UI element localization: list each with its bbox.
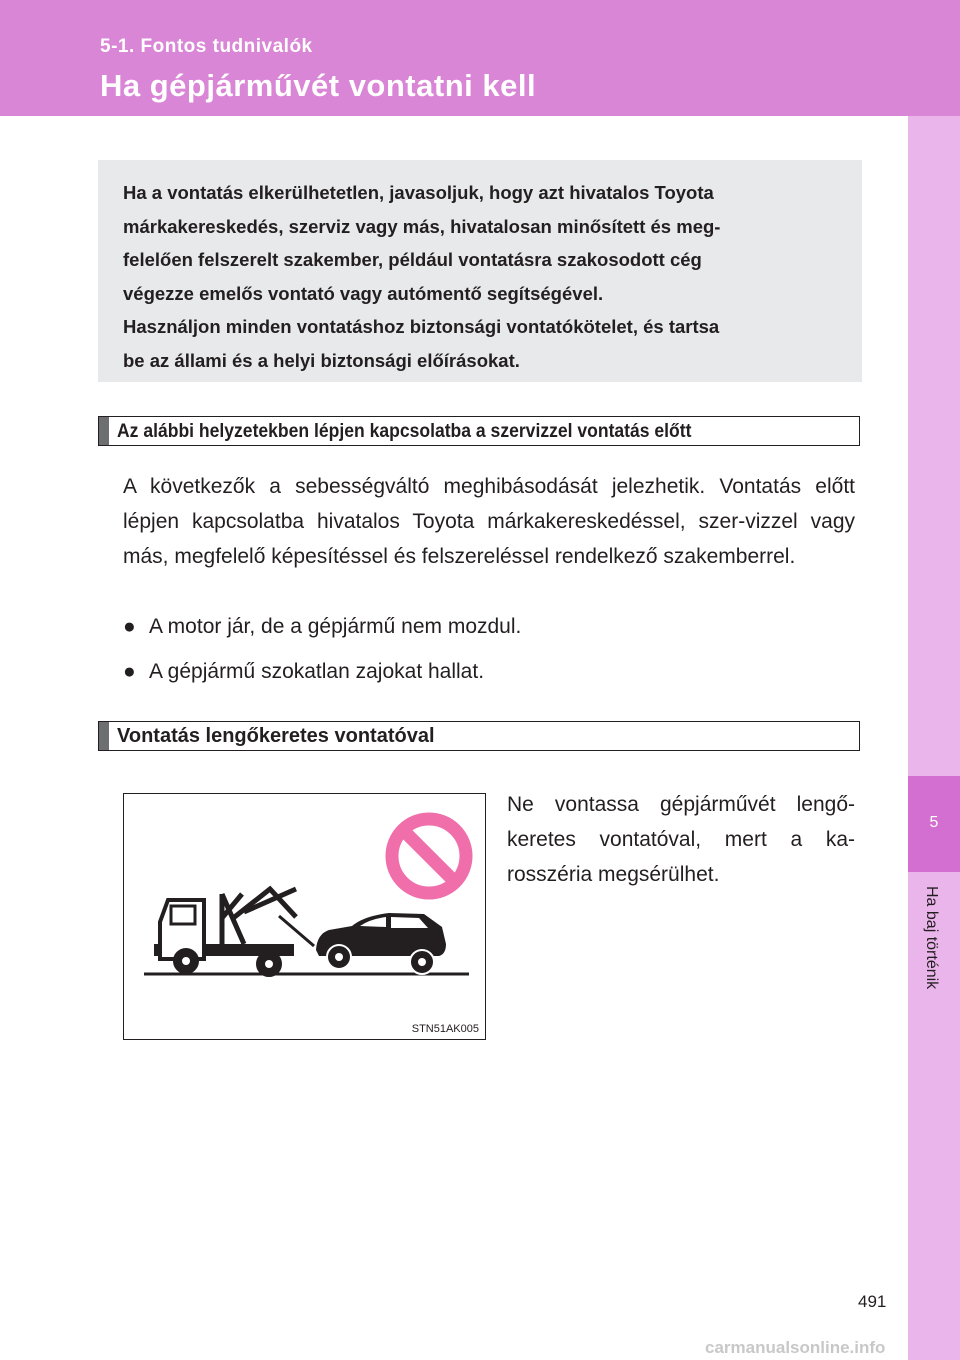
bullet-text: A motor jár, de a gépjármű nem mozdul. — [149, 615, 522, 638]
figure-code: STN51AK005 — [411, 1023, 479, 1035]
page-header — [0, 0, 960, 116]
intro-line: márkakereskedés, szerviz vagy más, hivatalosan minősített és meg- — [123, 215, 721, 237]
watermark: carmanualsonline.info — [705, 1338, 886, 1357]
sling-tow-illustration — [123, 793, 486, 1040]
prohibition-icon — [392, 819, 466, 893]
intro-line: végezze emelős vontató vagy autómentő segítségével. — [123, 282, 604, 304]
chapter-number: 5 — [929, 814, 939, 831]
section-heading-text: Az alábbi helyzetekben lépjen kapcsolatba a szervizzel vontatás előtt — [117, 420, 692, 442]
tow-truck-drawing — [124, 794, 487, 1041]
chapter-side-tab — [908, 116, 960, 1360]
section1-paragraph: A következők a sebességváltó meghibásodását jelezhetik. Vontatás előtt lépjen kapcsolatba hivatalos Toyota márkakereskedéssel, szer-vizzel vagy más, megfelelő képesítéssel és felszereléssel rendelkező szakemberrel. — [123, 475, 855, 568]
intro-box — [98, 160, 862, 382]
bullet-item — [123, 615, 521, 639]
bullet-icon: ● — [123, 660, 136, 683]
car-icon — [316, 913, 446, 974]
intro-line: be az állami és a helyi biztonsági előírásokat. — [123, 349, 520, 371]
chapter-name: Ha baj történik — [923, 886, 940, 990]
bullet-text: A gépjármű szokatlan zajokat hallat. — [149, 660, 485, 683]
page-title: Ha gépjárművét vontatni kell — [100, 68, 537, 103]
intro-line: Ha a vontatás elkerülhetetlen, javasoljuk, hogy azt hivatalos Toyota — [123, 182, 714, 203]
page-number: 491 — [858, 1292, 887, 1311]
intro-line: felelően felszerelt szakember, például vontatásra szakosodott cég — [123, 249, 702, 270]
tow-truck-icon — [154, 889, 314, 976]
bullet-icon: ● — [123, 615, 136, 638]
bullet-item — [123, 660, 484, 684]
section2-paragraph: Ne vontassa gépjárművét lengő-keretes vontatóval, mert a ka-rosszéria megsérülhet. — [507, 793, 855, 886]
section-heading-contact-service — [98, 416, 860, 446]
intro-text — [123, 176, 829, 377]
section-heading-sling-tow — [98, 721, 860, 751]
intro-line: Használjon minden vontatáshoz biztonsági vontatókötelet, és tartsa — [123, 316, 720, 337]
section-heading-text: Vontatás lengőkeretes vontatóval — [117, 725, 435, 747]
section-label: 5-1. Fontos tudnivalók — [100, 36, 313, 57]
